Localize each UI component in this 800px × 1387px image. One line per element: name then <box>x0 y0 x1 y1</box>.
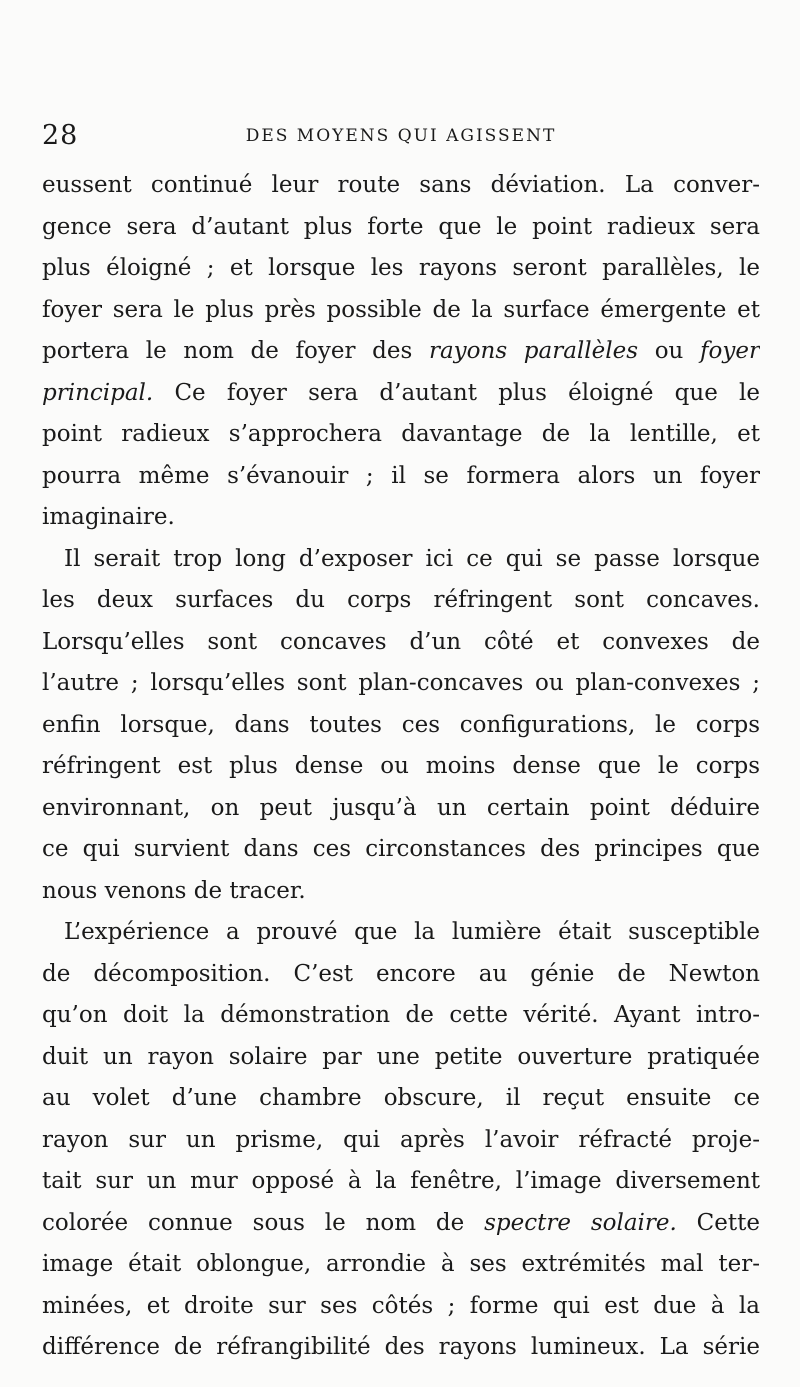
text-line <box>42 248 760 290</box>
text-line <box>42 1120 760 1162</box>
line-text: au volet d’une chambre obscure, il reçut ensuite ce <box>42 1085 760 1111</box>
text-line <box>42 746 760 788</box>
italic-text: foyer <box>700 338 760 364</box>
line-text: enfin lorsque, dans toutes ces configurations, le corps <box>42 711 760 738</box>
italic-text: spectre solaire. <box>484 1209 677 1236</box>
line-text: duit un rayon solaire par une petite ouverture pratiquée <box>42 1043 760 1070</box>
page-header <box>42 120 760 160</box>
text-line <box>42 622 760 664</box>
text-line <box>42 456 760 498</box>
running-head: DES MOYENS QUI AGISSENT <box>245 126 557 146</box>
text-line <box>42 995 760 1037</box>
text-line <box>42 954 760 996</box>
text-line <box>42 1244 760 1286</box>
text-line <box>42 663 760 705</box>
body-text <box>42 165 760 1369</box>
line-text: colorée connue sous le nom de <box>42 1209 485 1236</box>
line-text: environnant, on peut jusqu’à un certain point déduire <box>42 794 760 821</box>
line-text: Cette <box>676 1209 760 1236</box>
line-text: eussent continué leur route sans déviation. La conver- <box>42 172 760 198</box>
text-line <box>42 373 760 415</box>
text-line <box>42 539 760 581</box>
text-line <box>42 829 760 871</box>
italic-text: rayons parallèles <box>428 338 639 364</box>
line-text: tait sur un mur opposé à la fenêtre, l’image diversement <box>42 1168 760 1194</box>
page-number: 28 <box>42 120 79 151</box>
line-text: rayon sur un prisme, qui après l’avoir réfracté proje- <box>42 1126 760 1153</box>
text-line <box>42 705 760 747</box>
text-line <box>42 1286 760 1328</box>
line-text: plus éloigné ; et lorsque les rayons seront parallèles, le <box>42 255 760 281</box>
text-line <box>42 497 760 539</box>
line-text: foyer sera le plus près possible de la surface émergente et <box>42 296 760 323</box>
text-line <box>42 207 760 249</box>
text-line <box>42 1161 760 1203</box>
text-line <box>42 290 760 332</box>
text-line <box>42 331 760 373</box>
line-text: ce qui survient dans ces circonstances des principes que <box>42 836 760 862</box>
line-text: gence sera d’autant plus forte que le point radieux sera <box>42 213 760 240</box>
line-text: de décomposition. C’est encore au génie de Newton <box>42 960 760 987</box>
italic-text: principal. <box>42 379 154 406</box>
text-line <box>42 1037 760 1079</box>
line-text: différence de réfrangibilité des rayons lumineux. La série <box>42 1334 760 1360</box>
text-line <box>42 1327 760 1369</box>
text-line <box>42 1078 760 1120</box>
text-line <box>42 1203 760 1245</box>
line-text: Il serait trop long d’exposer ici ce qui se passe lorsque <box>64 545 760 572</box>
text-line <box>42 580 760 622</box>
text-line <box>42 788 760 830</box>
text-line <box>42 871 760 913</box>
line-text: minées, et droite sur ses côtés ; forme qui est due à la <box>42 1292 760 1319</box>
line-text: réfringent est plus dense ou moins dense que le corps <box>42 753 760 779</box>
line-text: ou <box>638 338 701 364</box>
line-text: Ce foyer sera d’autant plus éloigné que le <box>153 379 760 406</box>
line-text: qu’on doit la démonstration de cette vérité. Ayant intro- <box>42 1002 760 1028</box>
line-text: imaginaire. <box>42 504 175 530</box>
line-text: nous venons de tracer. <box>42 877 306 904</box>
line-text: Lorsqu’elles sont concaves d’un côté et convexes de <box>42 628 760 655</box>
text-line <box>42 912 760 954</box>
line-text: portera le nom de foyer des <box>42 338 429 364</box>
line-text: les deux surfaces du corps réfringent sont concaves. <box>42 587 760 613</box>
line-text: image était oblongue, arrondie à ses extrémités mal ter- <box>42 1251 760 1277</box>
line-text: L’expérience a prouvé que la lumière était susceptible <box>64 919 760 945</box>
text-line <box>42 414 760 456</box>
line-text: l’autre ; lorsqu’elles sont plan-concaves ou plan-convexes ; <box>42 670 760 696</box>
line-text: pourra même s’évanouir ; il se formera alors un foyer <box>42 462 760 489</box>
text-line <box>42 165 760 207</box>
line-text: point radieux s’approchera davantage de la lentille, et <box>42 421 760 447</box>
